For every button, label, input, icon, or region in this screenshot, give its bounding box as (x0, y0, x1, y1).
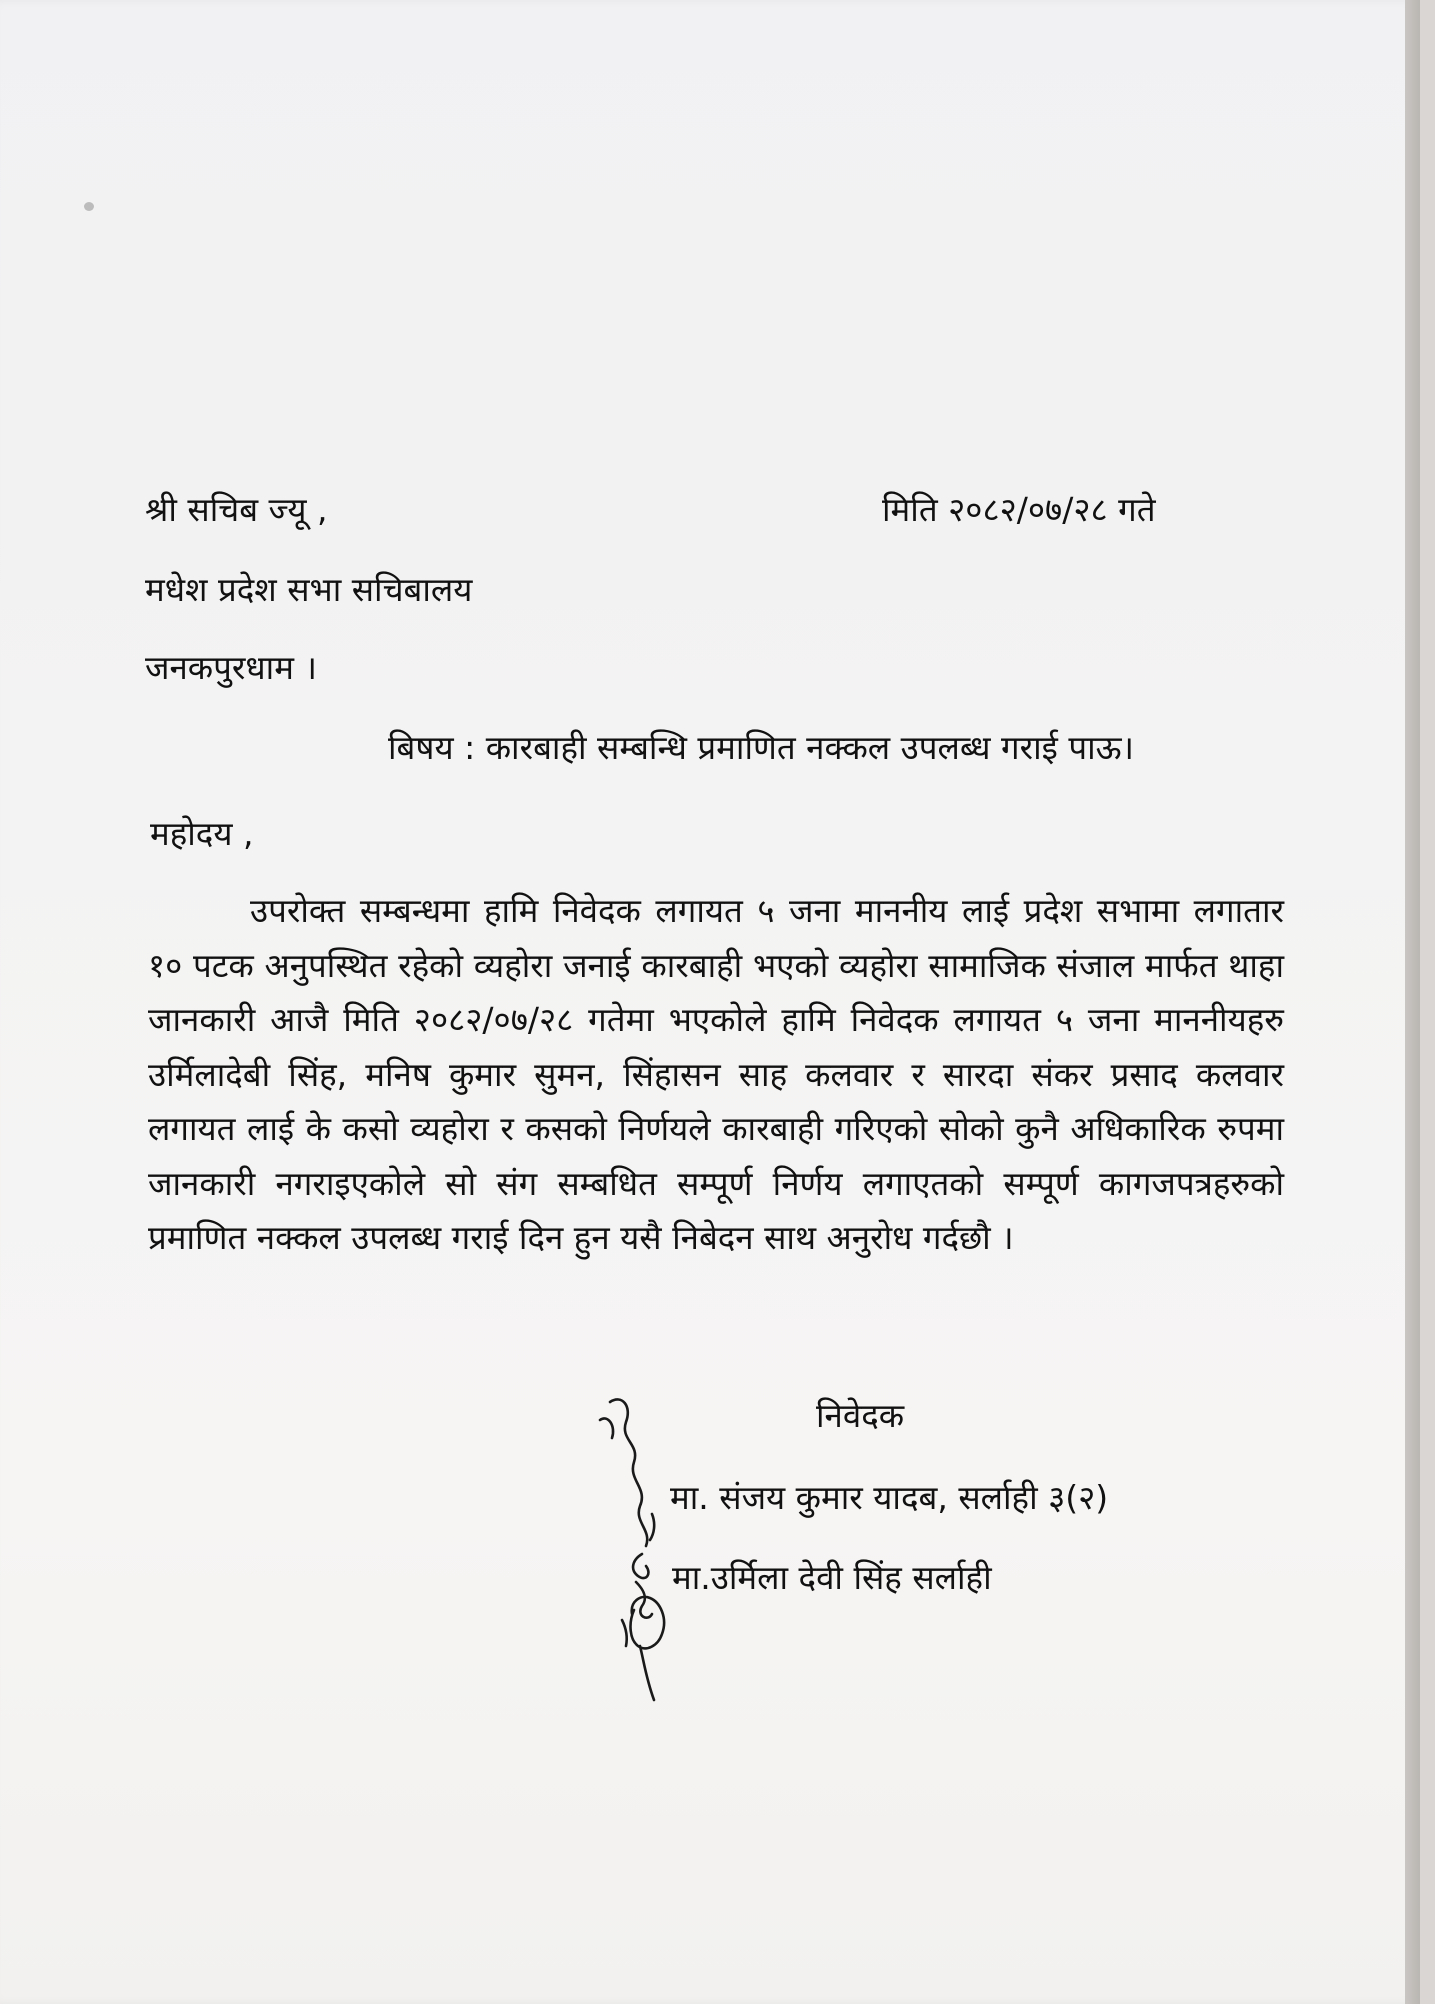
paper-edge (1405, 0, 1420, 2004)
handwritten-signature (582, 1384, 702, 1710)
letter-body: उपरोक्त सम्बन्धमा हामि निवेदक लगायत ५ जना माननीय लाई प्रदेश सभामा लगातार १० पटक अनुपस्थित रहेको व्यहोरा जनाई कारबाही भएको व्यहोरा सामाजिक संजाल मार्फत थाहा जानकारी आजै मिति २०८२/०७/२८ गतेमा भएकोले हामि निवेदक लगायत ५ जना माननीयहरु उर्मिलादेबी सिंह, मनिष कुमार सुमन, सिंहासन साह कलवार र सारदा संकर प्रसाद कलवार लगायत लाई के कसो व्यहोरा र कसको निर्णयले कारबाही गरिएको सोको कुनै अधिकारिक रुपमा जानकारी नगराइएकोले सो संग सम्बधित सम्पूर्ण निर्णय लगाएतको सम्पूर्ण कागजपत्रहरुको प्रमाणित नक्कल उपलब्ध गराई दिन हुन यसै निबेदन साथ अनुरोध गर्दछौ । (148, 891, 1284, 1257)
signatory-1: मा. संजय कुमार यादब, सर्लाही ३(२) (670, 1478, 1109, 1517)
paper-smudge (84, 202, 94, 211)
letter-date: मिति २०८२/०७/२८ गते (882, 490, 1156, 529)
signatory-2: मा.उर्मिला देवी सिंह सर्लाही (672, 1558, 992, 1597)
addressee-line-1: श्री सचिब ज्यू , (145, 490, 328, 529)
addressee-line-3: जनकपुरधाम । (145, 648, 317, 687)
letter-subject: बिषय : कारबाही सम्बन्धि प्रमाणित नक्कल उपलब्ध गराई पाऊ। (388, 728, 1135, 767)
signature-title: निवेदक (816, 1396, 905, 1435)
salutation: महोदय , (150, 814, 254, 853)
addressee-line-2: मधेश प्रदेश सभा सचिबालय (145, 570, 473, 609)
